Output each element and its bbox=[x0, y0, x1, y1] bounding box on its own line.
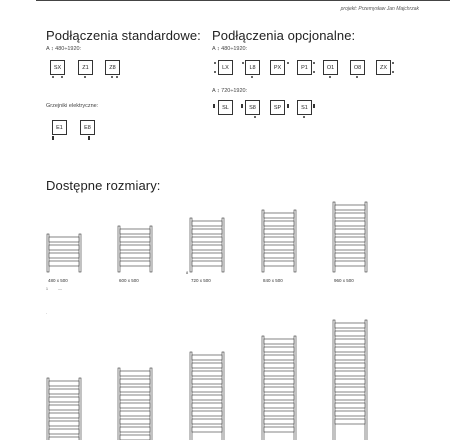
connection-marker bbox=[242, 62, 244, 64]
connection-marker bbox=[329, 76, 331, 78]
available-sizes-title: Dostępne rozmiary: bbox=[46, 178, 161, 193]
size-label: 720 x 500 bbox=[191, 278, 211, 283]
connection-S8: S8 bbox=[245, 100, 260, 115]
credit-text: projekt: Przemysław Jan Majchrzak bbox=[340, 6, 419, 12]
connection-LX: LX bbox=[218, 60, 233, 75]
connection-SL: SL bbox=[218, 100, 233, 115]
connection-marker bbox=[254, 116, 256, 118]
size-note: 1 bbox=[46, 287, 48, 291]
size-tick: 8 bbox=[186, 270, 189, 275]
standard-connections-title: Podłączenia standardowe: bbox=[46, 28, 201, 43]
radiator-icon bbox=[189, 352, 225, 440]
connection-SP: SP bbox=[270, 100, 285, 115]
connection-Z1: Z1 bbox=[78, 60, 93, 75]
connection-marker bbox=[251, 76, 253, 78]
size-note: · bbox=[46, 312, 48, 316]
connection-marker bbox=[287, 104, 289, 108]
radiator-icon bbox=[117, 368, 153, 440]
radiator-icon bbox=[117, 226, 153, 272]
connection-marker bbox=[111, 76, 113, 78]
radiator-icon bbox=[332, 202, 368, 272]
size-label: 960 x 500 bbox=[334, 278, 354, 283]
connection-marker bbox=[214, 62, 216, 64]
connection-marker bbox=[116, 76, 118, 78]
size-note: ~~ bbox=[58, 288, 63, 292]
connection-ZX: ZX bbox=[376, 60, 391, 75]
connection-marker bbox=[356, 76, 358, 78]
connection-marker bbox=[392, 71, 394, 73]
connection-SX: SX bbox=[50, 60, 65, 75]
connection-PX: PX bbox=[270, 60, 285, 75]
optional-range1-label: A ↕ 480÷1920: bbox=[212, 46, 248, 52]
size-label: 600 x 500 bbox=[119, 278, 139, 283]
optional-range2-label: A ↕ 720÷1920: bbox=[212, 88, 248, 94]
radiator-icon bbox=[46, 234, 82, 272]
radiator-icon bbox=[261, 336, 297, 440]
connection-O1: O1 bbox=[323, 60, 338, 75]
connection-marker bbox=[287, 62, 289, 64]
connection-marker bbox=[392, 62, 394, 64]
connection-marker bbox=[61, 76, 63, 78]
connection-O8: O8 bbox=[350, 60, 365, 75]
top-rule bbox=[36, 0, 450, 1]
connection-marker bbox=[313, 62, 315, 64]
connection-marker bbox=[52, 76, 54, 78]
connection-L8: L8 bbox=[245, 60, 260, 75]
size-label: 480 x 500 bbox=[48, 278, 68, 283]
connection-marker bbox=[313, 71, 315, 73]
connection-E8: E8 bbox=[80, 120, 95, 135]
connection-marker bbox=[303, 116, 305, 118]
connection-P1: P1 bbox=[297, 60, 312, 75]
standard-range-label: A ↕ 480÷1920: bbox=[46, 46, 82, 52]
cable-marker bbox=[88, 136, 90, 140]
radiator-icon bbox=[189, 218, 225, 272]
radiator-icon bbox=[46, 378, 82, 440]
connection-S1: S1 bbox=[297, 100, 312, 115]
connection-marker bbox=[313, 104, 315, 108]
connection-Z8: Z8 bbox=[105, 60, 120, 75]
connection-E1: E1 bbox=[52, 120, 67, 135]
cable-marker bbox=[52, 136, 54, 140]
optional-connections-title: Podłączenia opcjonalne: bbox=[212, 28, 356, 43]
size-label: 840 x 500 bbox=[263, 278, 283, 283]
connection-marker bbox=[241, 104, 243, 108]
connection-marker bbox=[84, 76, 86, 78]
radiator-icon bbox=[261, 210, 297, 272]
radiator-icon bbox=[332, 320, 368, 440]
connection-marker bbox=[214, 71, 216, 73]
electric-label: Grzejniki elektryczne: bbox=[46, 103, 99, 109]
connection-marker bbox=[213, 104, 215, 108]
